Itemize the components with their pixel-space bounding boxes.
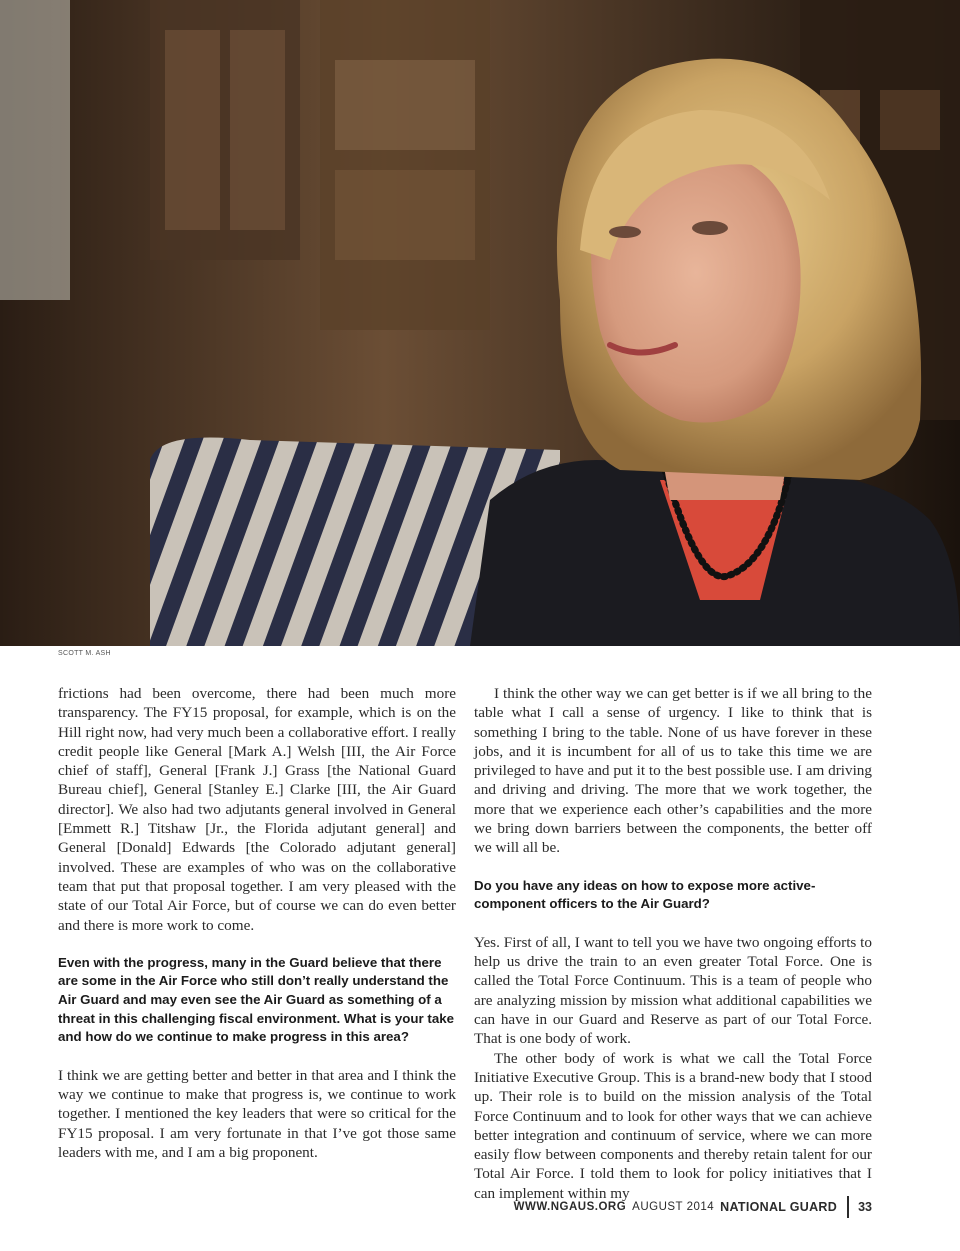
page-number: 33	[858, 1200, 872, 1214]
photo-credit: SCOTT M. ASH	[58, 650, 111, 657]
left-column	[58, 684, 456, 1162]
page-footer	[514, 1196, 872, 1218]
interview-question: Even with the progress, many in the Guard believe that there are some in the Air Force who still don’t really understand the Air Guard and may even see the Air Guard as something of a threat in this challenging fiscal environment. What is your take and how do we continue to make progress in this area?	[58, 954, 455, 1045]
footer-divider	[847, 1196, 849, 1218]
right-column	[474, 684, 872, 1203]
interview-question: Do you have any ideas on how to expose more active-component officers to the Air Guard?	[474, 877, 816, 912]
answer-paragraph: The other body of work is what we call the Total Force Initiative Executive Group. This is a brand-new body that I stood up. Their role is to build on the mission analysis of the Total Force Continuum and to look for other ways that we can achieve better integration and continuum of service, where we can more easily flow between components and thereby retain talent for our Total Air Force. I told them to look for policy initiatives that I can implement within my	[474, 1049, 872, 1202]
answer-paragraph: Yes. First of all, I want to tell you we have two ongoing efforts to help us drive the train to an even greater Total Force. One is called the Total Force Continuum. This is a team of people who are analyzing mission by mission what additional capabilities we can have in our Guard and Reserve as part of our Total Force. That is one body of work.	[474, 933, 872, 1048]
answer-paragraph: I think we are getting better and better in that area and I think the way we continue to make that progress is, we continue to work together. I mentioned the key leaders that were so critical for the FY15 proposal. I am very fortunate in that I’ve got those same leaders with me, and I am a big proponent.	[58, 1066, 456, 1162]
footer-issue-date: AUGUST 2014	[632, 1201, 715, 1213]
answer-paragraph: frictions had been overcome, there had been much more transparency. The FY15 proposal, for example, which is on the Hill right now, had very much been a collaborative effort. I really credit people like General [Mark A.] Welsh [III, the Air Force chief of staff], General [Frank J.] Grass [the National Guard Bureau chief], General [Stanley E.] Clarke [III, the Air Guard director]. We also had two adjutants general involved in General [Emmett R.] Titshaw [Jr., the Florida adjutant general] and General [Donald] Edwards [the Colorado adjutant general] involved. These are examples of who was on the collaborative team that put that proposal together. I am very pleased with the state of our Total Air Force, but of course we can do even better and there is more work to come.	[58, 685, 456, 934]
footer-website: WWW.NGAUS.ORG	[513, 1201, 627, 1213]
answer-paragraph: I think the other way we can get better is if we all bring to the table what I call a sense of urgency. I like to think that is something I bring to the table. None of us have forever in these jobs, and it is incumbent for all of us to take this time we are privileged to have and put it to the best possible use. I am driving and driving and driving. The more that we work together, the more that we experience each other’s capabilities and the more we bring down barriers between the components, the better off we will all be.	[474, 685, 872, 857]
footer-magazine-name: NATIONAL GUARD	[720, 1200, 838, 1214]
